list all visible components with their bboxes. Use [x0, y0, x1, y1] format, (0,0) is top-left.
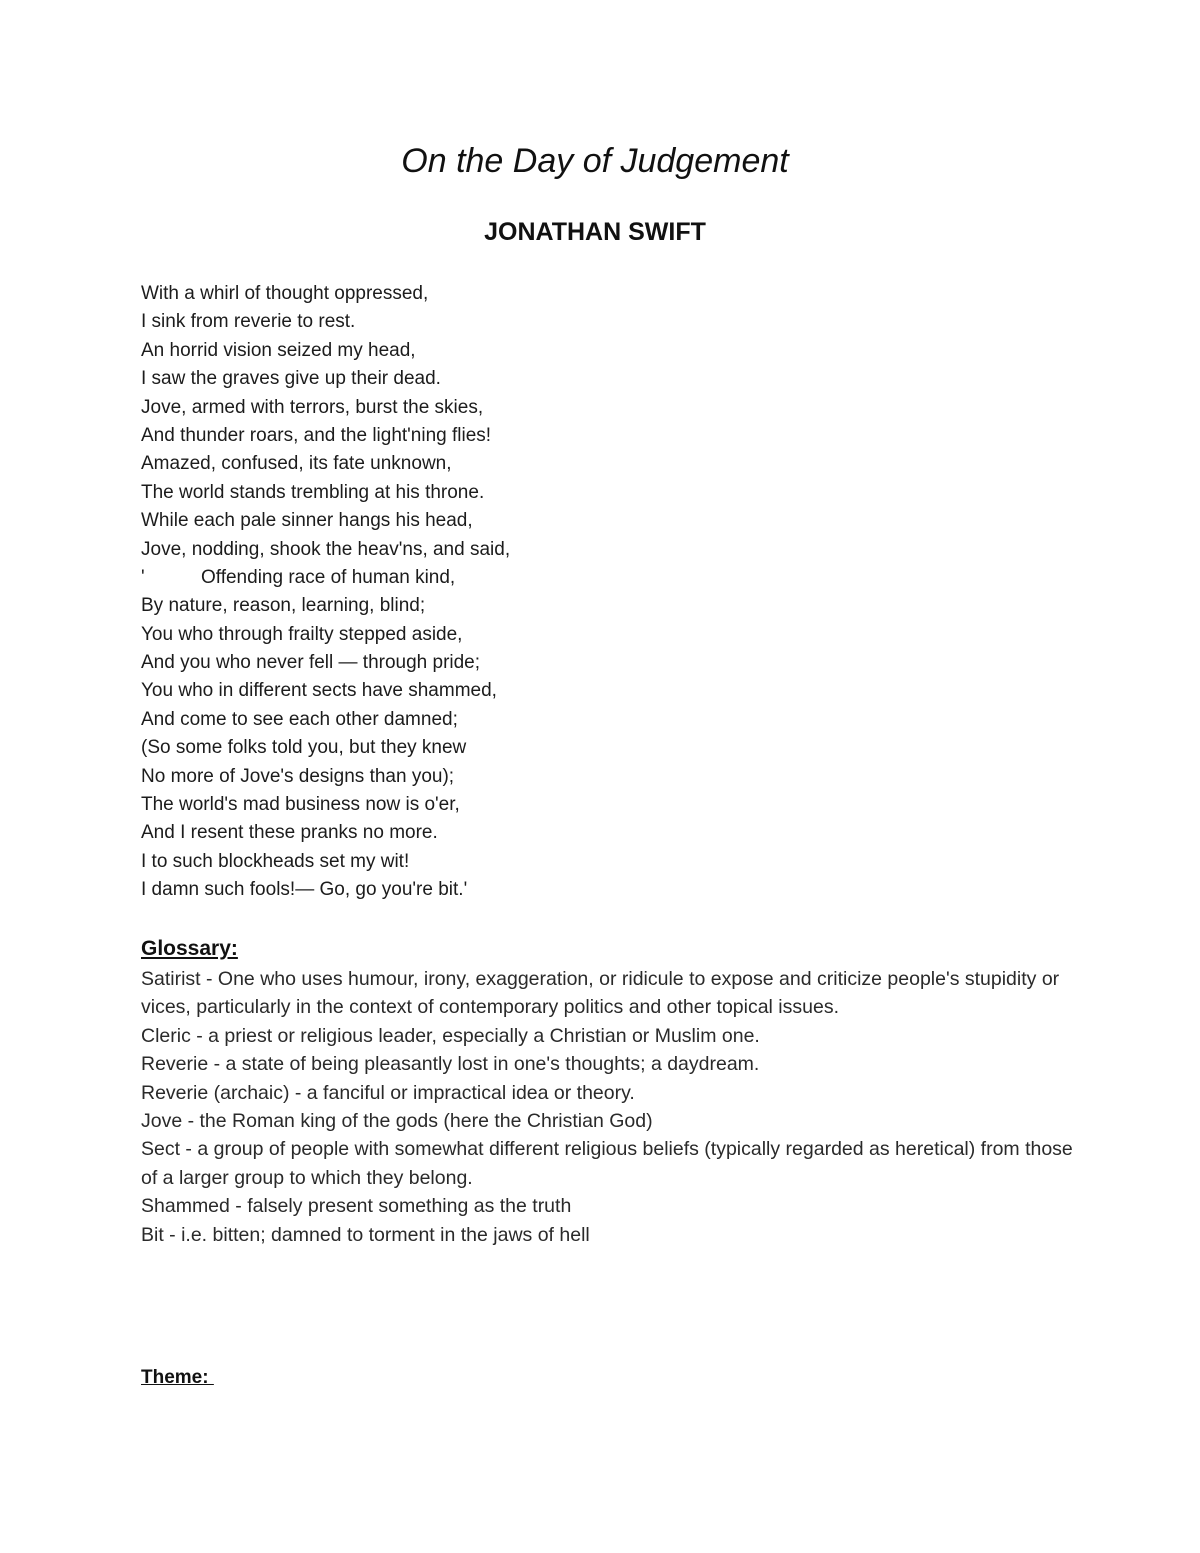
- poem-line: I damn such fools!— Go, go you're bit.': [141, 879, 468, 901]
- poem-line-text: Offending race of human kind,: [201, 566, 456, 588]
- poem-line-quoted: [141, 564, 1041, 592]
- poem-line: You who through frailty stepped aside,: [141, 623, 463, 645]
- poem-line: I sink from reverie to rest.: [141, 311, 356, 333]
- glossary-heading: Glossary:: [141, 937, 238, 960]
- poem-line: And thunder roars, and the light'ning flies!: [141, 424, 492, 446]
- glossary-entry: Sect - a group of people with somewhat different religious beliefs (typically regarded as heretical) from those of a larger group to which they belong.: [141, 1138, 1073, 1189]
- poem-line: And come to see each other damned;: [141, 708, 458, 730]
- poem-line: You who in different sects have shammed,: [141, 680, 497, 702]
- poem-line: I saw the graves give up their dead.: [141, 368, 441, 390]
- theme-heading: Theme:: [141, 1367, 214, 1388]
- poem-line: And I resent these pranks no more.: [141, 822, 438, 844]
- poem-author: JONATHAN SWIFT: [484, 218, 706, 246]
- poem-title: On the Day of Judgement: [401, 142, 789, 180]
- glossary-list: [141, 965, 1081, 1249]
- poem-line: (So some folks told you, but they knew: [141, 737, 467, 759]
- glossary-entry: Bit - i.e. bitten; damned to torment in the jaws of hell: [141, 1223, 590, 1246]
- glossary-entry: Cleric - a priest or religious leader, especially a Christian or Muslim one.: [141, 1024, 760, 1047]
- poem-body: [141, 280, 1041, 905]
- poem-line: By nature, reason, learning, blind;: [141, 595, 426, 617]
- opening-quote: ': [141, 566, 145, 588]
- poem-line: No more of Jove's designs than you);: [141, 765, 455, 787]
- poem-line: The world's mad business now is o'er,: [141, 794, 460, 816]
- poem-line: With a whirl of thought oppressed,: [141, 283, 429, 304]
- glossary-entry: Reverie - a state of being pleasantly lost in one's thoughts; a daydream.: [141, 1053, 760, 1076]
- poem-line: Jove, nodding, shook the heav'ns, and said,: [141, 538, 511, 560]
- glossary-entry: Jove - the Roman king of the gods (here the Christian God): [141, 1110, 653, 1133]
- poem-line: I to such blockheads set my wit!: [141, 850, 410, 872]
- glossary-entry: Shammed - falsely present something as the truth: [141, 1195, 572, 1218]
- poem-line: While each pale sinner hangs his head,: [141, 510, 473, 532]
- poem-line: An horrid vision seized my head,: [141, 339, 416, 361]
- poem-line: And you who never fell — through pride;: [141, 652, 481, 674]
- glossary-entry: Satirist - One who uses humour, irony, exaggeration, or ridicule to expose and criticize people's stupidity or vices, particularly in the context of contemporary politics and other topical issues.: [141, 968, 1060, 1019]
- poem-line: Amazed, confused, its fate unknown,: [141, 453, 452, 475]
- poem-line: The world stands trembling at his throne.: [141, 481, 485, 503]
- poem-line: Jove, armed with terrors, burst the skies,: [141, 396, 484, 418]
- glossary-entry: Reverie (archaic) - a fanciful or impractical idea or theory.: [141, 1081, 635, 1104]
